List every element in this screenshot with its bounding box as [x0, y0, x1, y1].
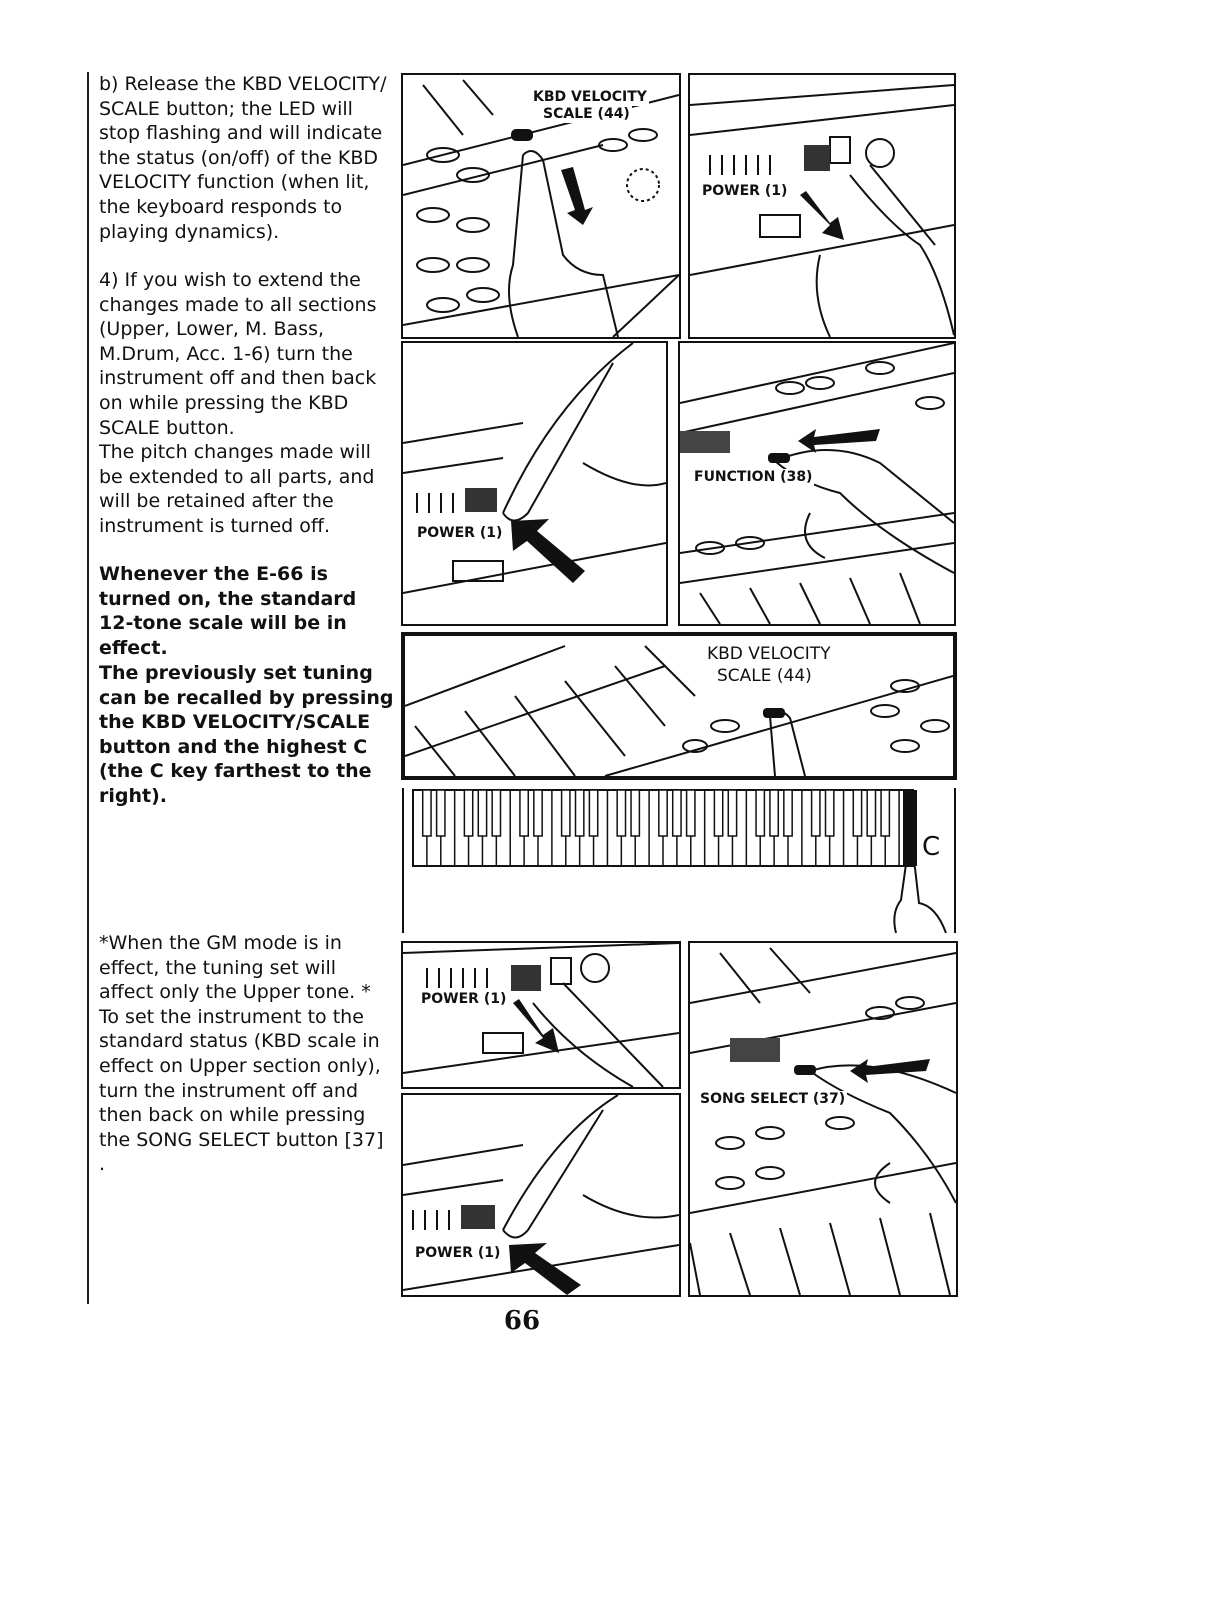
- black-key: [714, 790, 722, 836]
- margin-rule: [87, 72, 89, 1304]
- gm-mode-block: [99, 931, 394, 1177]
- figure-kbd-velocity-press: [401, 73, 681, 339]
- panel-illustration: [403, 943, 679, 1087]
- highest-c-key-label: C: [922, 832, 941, 862]
- panel-illustration: [403, 343, 666, 624]
- note-12-tone-block: [99, 562, 394, 660]
- figure-label-kbd-velocity: KBD VELOCITY: [533, 89, 647, 105]
- figure-label-power: POWER (1): [421, 991, 507, 1007]
- figure-kbd-velocity-recall: [401, 632, 957, 780]
- figure-label-song-select: SONG SELECT (37): [700, 1091, 846, 1107]
- figure-label-power: POWER (1): [417, 525, 503, 541]
- black-key: [520, 790, 528, 836]
- figure-power-on-gm: [401, 1093, 681, 1297]
- figure-label-kbd-velocity: KBD VELOCITY: [707, 644, 831, 664]
- black-key: [423, 790, 431, 836]
- paragraph-release-button: b) Release the KBD VELOCITY/ SCALE button; the LED will stop flashing and will indicate the status (on/off) of the KBD VELOCITY function (when lit, the keyboard responds to playing dynamics).: [99, 73, 387, 243]
- black-key: [784, 790, 792, 836]
- black-key: [589, 790, 597, 836]
- black-key: [464, 790, 472, 836]
- panel-illustration: [690, 943, 956, 1295]
- black-key: [867, 790, 875, 836]
- note-recall-block: [99, 661, 394, 809]
- panel-illustration: [405, 636, 953, 776]
- figure-power-on: [401, 341, 668, 626]
- black-key: [631, 790, 639, 836]
- step-4-block: [99, 268, 394, 440]
- figure-label-scale: SCALE (44): [543, 106, 630, 122]
- panel-illustration: [403, 1095, 679, 1295]
- figure-keyboard-highest-c: [401, 788, 957, 933]
- black-key: [562, 790, 570, 836]
- page-number: 66: [503, 1306, 541, 1336]
- figure-label-function: FUNCTION (38): [694, 469, 813, 485]
- figure-song-select-press: [688, 941, 958, 1297]
- paragraph-step-4: 4) If you wish to extend the changes made to all sections (Upper, Lower, M. Bass, M.Drum, Acc. 1-6) turn the instrument off and then back on while pressing the KBD SCALE button.: [99, 269, 377, 439]
- paragraph-recall-tuning: The previously set tuning can be recalled by pressing the KBD VELOCITY/SCALE button and the highest C (the C key farthest to the right).: [99, 662, 394, 807]
- black-key: [576, 790, 584, 836]
- paragraph-gm-mode: *When the GM mode is in effect, the tuning set will affect only the Upper tone. * To set the instrument to the standard status (KBD scale in effect on Upper section only), turn the instrument off and then back on while pressing the SONG SELECT button [37] .: [99, 932, 384, 1176]
- black-key: [534, 790, 542, 836]
- instruction-text-column: [99, 72, 394, 244]
- keyboard-illustration: [401, 788, 957, 933]
- paragraph-pitch-changes: The pitch changes made will be extended to all parts, and will be retained after the instrument is turned off.: [99, 441, 375, 537]
- black-key: [826, 790, 834, 836]
- black-key: [756, 790, 764, 836]
- pitch-changes-block: [99, 440, 394, 538]
- figure-power-off-gm: [401, 941, 681, 1089]
- black-key: [437, 790, 445, 836]
- black-key: [478, 790, 486, 836]
- black-key: [728, 790, 736, 836]
- black-key: [770, 790, 778, 836]
- black-key: [881, 790, 889, 836]
- black-key: [673, 790, 681, 836]
- figure-label-power: POWER (1): [702, 183, 788, 199]
- black-key: [617, 790, 625, 836]
- figure-function-press: [678, 341, 956, 626]
- black-key: [659, 790, 667, 836]
- black-key: [812, 790, 820, 836]
- black-key: [853, 790, 861, 836]
- panel-illustration: [690, 75, 954, 337]
- figure-power-off: [688, 73, 956, 339]
- black-key: [687, 790, 695, 836]
- paragraph-12-tone-scale: Whenever the E-66 is turned on, the standard 12-tone scale will be in effect.: [99, 563, 357, 659]
- figure-label-power: POWER (1): [415, 1245, 501, 1261]
- black-key: [492, 790, 500, 836]
- figure-label-scale: SCALE (44): [717, 666, 812, 686]
